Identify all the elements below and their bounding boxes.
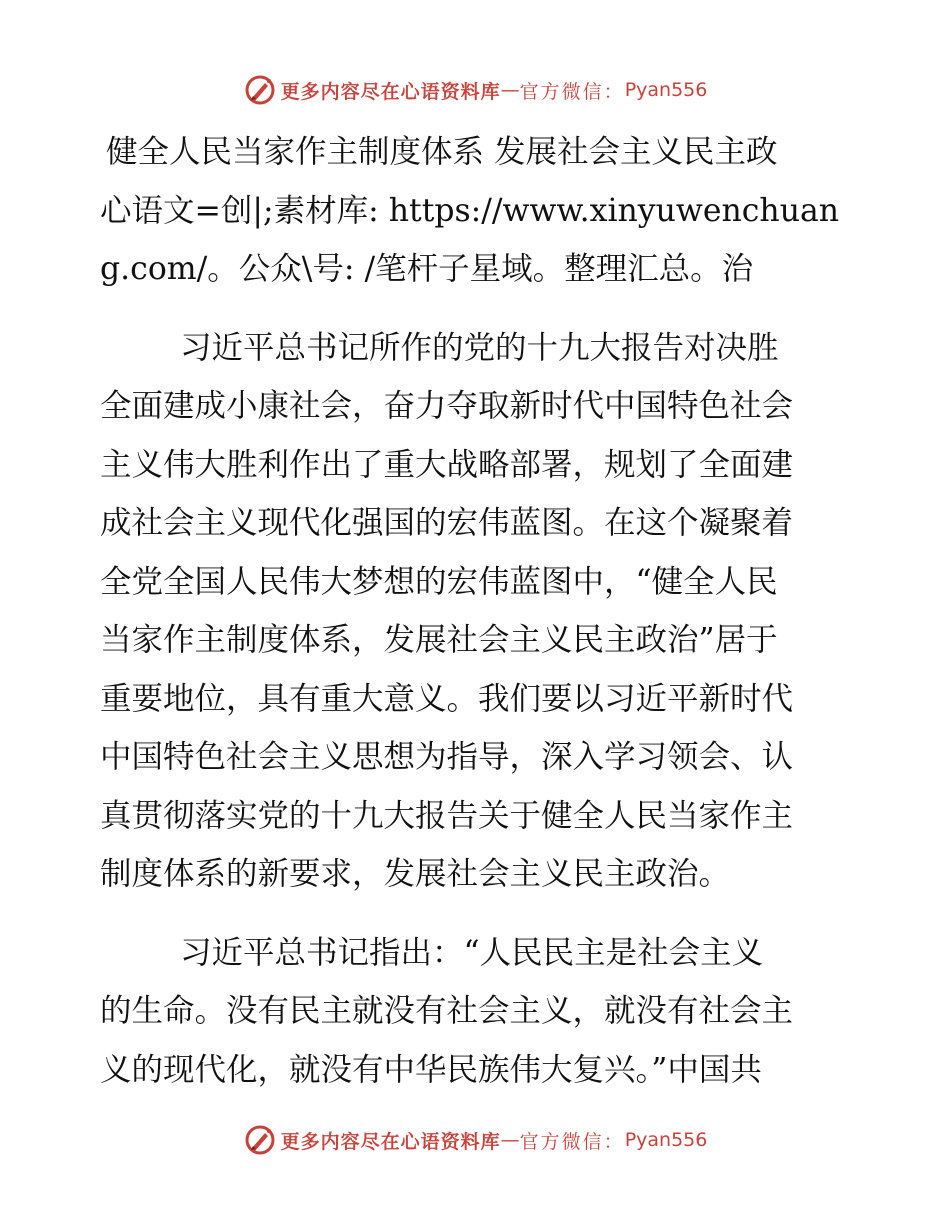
footer-banner [0, 1120, 950, 1160]
paragraph-line: 中国特色社会主义思想为指导，深入学习领会、认 [100, 739, 794, 775]
paragraph-gap [100, 299, 852, 319]
paragraph-line: 重要地位，具有重大意义。我们要以习近平新时代 [100, 680, 794, 717]
paragraph-line: 义的现代化，就没有中华民族伟大复兴。”中国共 [100, 1051, 762, 1088]
banner-account: Pyan556 [624, 79, 708, 101]
paragraph-line: 真贯彻落实党的十九大报告关于健全人民当家作主 [100, 797, 794, 834]
banner-wechat-label: 官方微信： [519, 1130, 625, 1153]
header-banner [0, 70, 950, 110]
paragraph-line: 习近平总书记指出：“人民民主是社会主义 [180, 934, 764, 971]
paragraph-gap [100, 904, 852, 924]
pen-logo-icon [243, 73, 277, 107]
paragraph-line: 全党全国人民伟大梦想的宏伟蓝图中，“健全人民 [100, 563, 778, 600]
title-line: g.com/。公众\号: /笔杆子星域。整理汇总。治 [100, 251, 754, 287]
title-line: 心语文=创|;素材库: https://www.xinyuwenchuan [100, 192, 840, 229]
paragraph-line: 的生命。没有民主就没有社会主义，就没有社会主 [100, 993, 794, 1029]
document-body [100, 123, 852, 1099]
paragraph-line: 习近平总书记所作的党的十九大报告对决胜 [180, 329, 779, 366]
paragraph-line: 全面建成小康社会，奋力夺取新时代中国特色社会 [100, 388, 794, 424]
banner-wechat-label: 官方微信： [519, 80, 625, 103]
banner-separator: — [500, 79, 520, 101]
banner-brand: 更多内容尽在心语资料库 [280, 80, 501, 103]
pen-logo-icon [243, 1123, 277, 1157]
banner-brand: 更多内容尽在心语资料库 [280, 1130, 501, 1153]
banner-separator: — [500, 1129, 520, 1151]
paragraph-line: 主义伟大胜利作出了重大战略部署，规划了全面建 [100, 446, 794, 483]
banner-account: Pyan556 [624, 1129, 708, 1151]
title-line: 健全人民当家作主制度体系 发展社会主义民主政 [106, 134, 778, 170]
paragraph-line: 当家作主制度体系，发展社会主义民主政治”居于 [100, 622, 778, 658]
paragraph-line: 成社会主义现代化强国的宏伟蓝图。在这个凝聚着 [100, 505, 794, 541]
paragraph-line: 制度体系的新要求，发展社会主义民主政治。 [100, 856, 731, 892]
